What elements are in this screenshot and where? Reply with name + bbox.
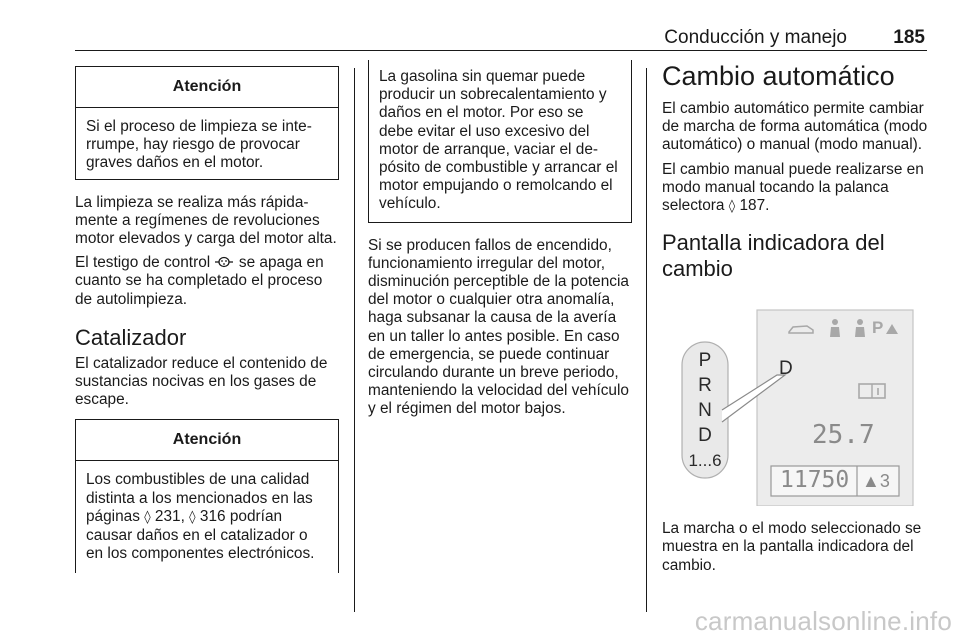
gear-lever-indicator	[682, 348, 728, 473]
seatbelt-icon	[827, 318, 843, 338]
attention-text: Si el proceso de limpieza se interrumpe, hay riesgo de provocar graves daños en el motor.	[86, 118, 312, 172]
attention-box	[75, 66, 339, 180]
car-icon	[787, 322, 815, 336]
gear-n: N	[698, 400, 712, 422]
attention-text: La gasolina sin quemar puede producir un sobrecalentamiento y daños en el motor. Por eso se debe evitar el uso excesivo del motor de arranque, vaciar el depósito de combustible y arrancar el motor empujando o remolcando el vehículo.	[379, 68, 618, 213]
paragraph: Si se producen fallos de encendido, funcionamiento irregular del motor, disminución perceptible de la potencia del motor o cualquier otra anomalía, haga subsanar la causa de la avería en un taller lo antes posible. En caso de emergencia, se puede continuar circulando durante un breve periodo, manteniendo la velocidad del vehículo y el régimen del motor bajos.	[368, 236, 629, 418]
paragraph	[75, 254, 339, 309]
airbag-icon	[852, 318, 868, 338]
section-heading: Pantalla indicadora del cambio	[662, 230, 885, 282]
column-1	[75, 60, 339, 573]
figure-caption: La marcha o el modo seleccionado se muestra en la pantalla indicadora del cambio.	[662, 520, 922, 574]
paragraph: La limpieza se realiza más rápidamente a regímenes de revoluciones motor elevados y carga del motor alta.	[75, 193, 337, 248]
odometer-value: 11750	[780, 467, 850, 494]
gear-p: P	[698, 350, 712, 372]
info-icon	[857, 382, 887, 400]
filter-warning-icon	[214, 255, 238, 271]
attention-box-continued	[368, 60, 632, 223]
gear-d: D	[698, 425, 712, 447]
chapter-heading: Cambio automático	[662, 61, 895, 91]
page-number: 185	[893, 27, 925, 48]
paragraph-text: El testigo de control	[75, 254, 211, 272]
column-divider	[354, 68, 355, 612]
gear-r: R	[698, 375, 712, 397]
page-ref-icon: ◊	[189, 509, 196, 525]
gear-manual-range: 1...6	[688, 451, 722, 471]
header-title: Conducción y manejo	[664, 27, 847, 48]
section-heading: Catalizador	[75, 324, 187, 350]
paragraph: El cambio manual puede realizarse en modo manual tocando la palanca selectora ◊ 187.	[662, 160, 924, 215]
park-assist-icon	[885, 323, 899, 335]
column-2	[368, 60, 632, 425]
display-value: 25.7	[812, 420, 875, 451]
paragraph: El cambio automático permite cambiar de marcha de forma automática (modo automático) o manual (modo manual).	[662, 100, 928, 154]
attention-title: Atención	[76, 67, 338, 108]
watermark: carmanualsonline.info	[694, 606, 952, 636]
paragraph: El catalizador reduce el contenido de sustancias nocivas en los gases de escape.	[75, 354, 328, 409]
attention-text: Los combustibles de una calidad distinta a los mencionados en las páginas ◊ 231, ◊ 316 podrían causar daños en el catalizador o en los componentes electrónicos.	[86, 471, 315, 563]
column-3	[662, 60, 928, 581]
shift-indicator: ▲3	[862, 471, 890, 492]
column-divider	[646, 68, 647, 612]
park-assist-indicator: P	[872, 318, 884, 338]
gear-display-figure	[662, 302, 928, 506]
attention-title: Atención	[76, 420, 338, 461]
page-ref-icon: ◊	[728, 199, 736, 215]
attention-box	[75, 419, 339, 573]
page-ref-icon: ◊	[144, 509, 151, 525]
display-gear: D	[779, 358, 793, 380]
paragraph-text: se apaga en cuanto se ha completado el proceso de autolimpieza.	[75, 254, 324, 308]
page-header	[75, 0, 927, 51]
